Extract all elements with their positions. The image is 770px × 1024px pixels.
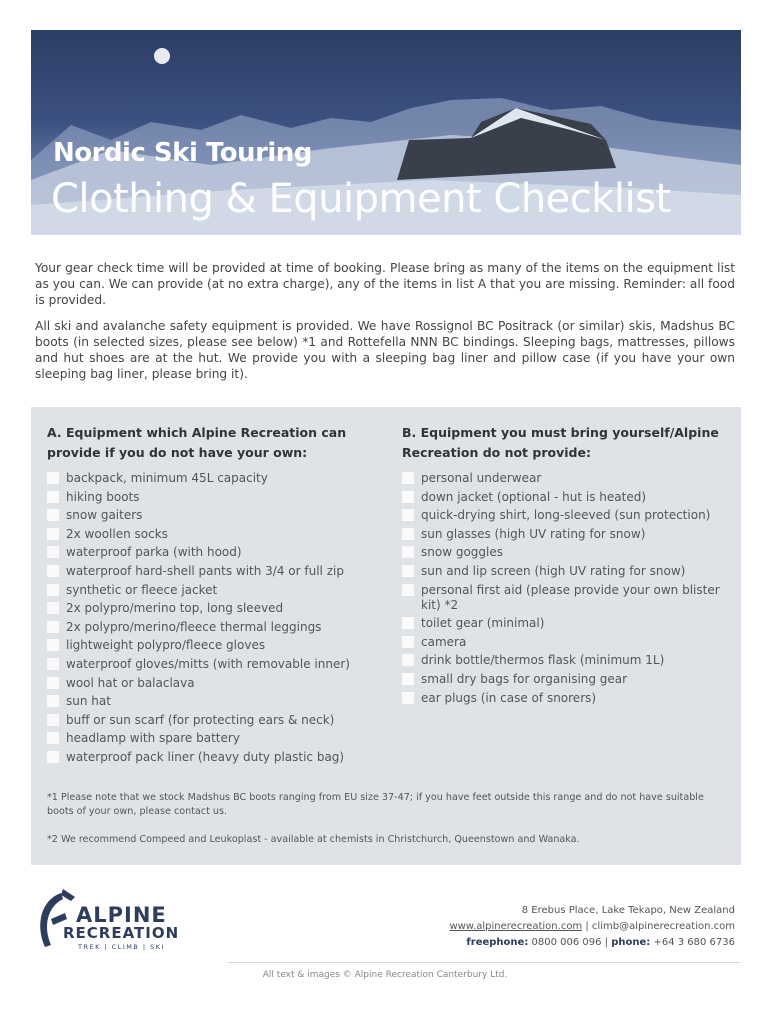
list-b [402, 423, 732, 709]
list-a-item [47, 638, 387, 653]
phone-line [449, 935, 735, 951]
list-a-item [47, 657, 387, 672]
list-a-item [47, 471, 387, 486]
checkbox[interactable] [47, 528, 59, 540]
email-link[interactable]: climb@alpinerecreation.com [591, 921, 735, 932]
list-a-item [47, 750, 387, 765]
logo-tagline: TREK | CLIMB | SKI [78, 943, 165, 951]
list-b-item-label: sun and lip screen (high UV rating for snow) [421, 563, 686, 578]
list-a-item-label: waterproof hard-shell pants with 3/4 or full zip [66, 563, 344, 578]
checkbox[interactable] [47, 714, 59, 726]
list-a-item [47, 694, 387, 709]
checkbox[interactable] [47, 491, 59, 503]
list-a-item-label: waterproof pack liner (heavy duty plastic bag) [66, 749, 345, 764]
list-a-item [47, 490, 387, 505]
list-b-item-label: down jacket (optional - hut is heated) [421, 489, 647, 504]
checkbox[interactable] [47, 509, 59, 521]
list-b-item [402, 672, 732, 687]
list-a-item-label: waterproof gloves/mitts (with removable inner) [66, 656, 350, 671]
website-link[interactable]: www.alpinerecreation.com [449, 921, 583, 932]
list-b-item-label: personal underwear [421, 471, 542, 485]
checkbox[interactable] [47, 677, 59, 689]
checkbox[interactable] [402, 617, 414, 629]
address: 8 Erebus Place, Lake Tekapo, New Zealand [521, 905, 735, 916]
list-b-heading: B. Equipment you must bring yourself/Alpine Recreation do not provide: [402, 425, 719, 460]
list-a-item [47, 676, 387, 691]
copyright: All text & images © Alpine Recreation Canterbury Ltd. [262, 970, 508, 980]
checkbox[interactable] [402, 528, 414, 540]
banner-title: Clothing & Equipment Checklist [51, 176, 671, 222]
footnotes [47, 791, 732, 861]
list-a-item-label: synthetic or fleece jacket [66, 582, 218, 597]
list-a-item [47, 545, 387, 560]
list-b-item [402, 635, 732, 650]
separator: | [582, 921, 592, 932]
list-b-item [402, 691, 732, 706]
list-b-item-label: small dry bags for organising gear [421, 671, 628, 686]
list-a-item [47, 508, 387, 523]
list-b-item [402, 653, 732, 668]
intro-text [35, 260, 735, 391]
checkbox[interactable] [402, 654, 414, 666]
web-email-line [449, 919, 735, 935]
logo-line-2: RECREATION [63, 924, 180, 942]
list-a-items [47, 471, 387, 765]
list-b-item-label: personal first aid (please provide your own blister kit) *2 [421, 582, 720, 612]
list-b-item [402, 583, 732, 613]
checkbox[interactable] [47, 621, 59, 633]
moon-icon [154, 48, 170, 64]
checkbox[interactable] [402, 546, 414, 558]
checkbox[interactable] [47, 751, 59, 763]
list-b-item-label: ear plugs (in case of snorers) [421, 690, 597, 705]
checkbox[interactable] [47, 472, 59, 484]
intro-paragraph-2: All ski and avalanche safety equipment is provided. We have Rossignol BC Positrack (or similar) skis, Madshus BC boots (in selected sizes, please see below) *1 and Rottefella NNN BC bindings. Sleeping bags, mattresses, pillows and hut shoes are at the hut. We provide you with a sleeping bag liner and pillow case (if you have your own sleeping bag liner, please bring it). [35, 318, 735, 382]
list-b-item-label: camera [421, 634, 467, 649]
list-a-item-label: snow gaiters [66, 508, 143, 523]
intro-paragraph-1: Your gear check time will be provided at time of booking. Please bring as many of the items on the equipment list as you can. We can provide (at no extra charge), any of the items in list A that you are missing. Reminder: all food is provided. [35, 261, 735, 308]
list-b-item [402, 527, 732, 542]
checkbox[interactable] [47, 658, 59, 670]
list-b-item-label: quick-drying shirt, long-sleeved (sun protection) [421, 508, 711, 523]
checkbox[interactable] [47, 602, 59, 614]
phone-number: +64 3 680 6736 [650, 937, 735, 948]
list-b-item [402, 545, 732, 560]
checkbox[interactable] [47, 639, 59, 651]
list-b-item-label: drink bottle/thermos flask (minimum 1L) [421, 653, 665, 668]
list-a-item [47, 601, 387, 616]
list-a-item [47, 713, 387, 728]
alpine-recreation-logo [31, 882, 221, 957]
list-a-item [47, 583, 387, 598]
footnote-1: *1 Please note that we stock Madshus BC boots ranging from EU size 37-47; if you have feet outside this range and do not have suitable boots of your own, please contact us. [47, 792, 704, 817]
list-a-item-label: 2x woollen socks [66, 526, 168, 541]
checkbox[interactable] [402, 509, 414, 521]
checklist-panel [31, 407, 741, 865]
list-a-item-label: 2x polypro/merino top, long sleeved [66, 601, 284, 616]
list-b-item [402, 564, 732, 579]
checkbox[interactable] [402, 472, 414, 484]
list-a-item-label: hiking boots [66, 489, 140, 504]
phone-label: phone: [611, 937, 651, 948]
list-a-item-label: headlamp with spare battery [66, 731, 240, 746]
list-b-item-label: toilet gear (minimal) [421, 616, 545, 631]
list-a-item-label: 2x polypro/merino/fleece thermal leggings [66, 619, 322, 634]
ice-axe-icon [31, 885, 76, 955]
header-banner [31, 30, 741, 235]
checkbox[interactable] [47, 584, 59, 596]
list-a-item-label: waterproof parka (with hood) [66, 545, 242, 560]
list-a-item-label: lightweight polypro/fleece gloves [66, 638, 266, 653]
checkbox[interactable] [402, 491, 414, 503]
list-a-item [47, 564, 387, 579]
list-a-item-label: buff or sun scarf (for protecting ears & neck) [66, 712, 335, 727]
freephone-label: freephone: [466, 937, 529, 948]
footer-divider [228, 962, 740, 963]
list-a [47, 423, 387, 769]
banner-subtitle: Nordic Ski Touring [53, 138, 312, 168]
list-b-item [402, 471, 732, 486]
contact-block [449, 903, 735, 951]
checkbox[interactable] [47, 546, 59, 558]
checkbox[interactable] [47, 565, 59, 577]
checkbox[interactable] [47, 732, 59, 744]
list-a-item [47, 620, 387, 635]
logo-line-1: ALPINE [76, 903, 167, 927]
list-a-item [47, 527, 387, 542]
list-b-items [402, 471, 732, 706]
list-a-item-label: wool hat or balaclava [66, 675, 195, 690]
checkbox[interactable] [402, 673, 414, 685]
list-b-item [402, 490, 732, 505]
checkbox[interactable] [402, 565, 414, 577]
list-a-item-label: sun hat [66, 694, 111, 709]
checkbox[interactable] [47, 695, 59, 707]
list-b-item-label: snow goggles [421, 545, 503, 560]
checkbox[interactable] [402, 692, 414, 704]
list-a-item-label: backpack, minimum 45L capacity [66, 471, 268, 485]
list-a-item [47, 731, 387, 746]
list-b-item-label: sun glasses (high UV rating for snow) [421, 526, 646, 541]
checkbox[interactable] [402, 636, 414, 648]
footnote-2: *2 We recommend Compeed and Leukoplast - available at chemists in Christchurch, Queenstown and Wanaka. [47, 834, 580, 845]
list-a-heading: A. Equipment which Alpine Recreation can provide if you do not have your own: [47, 425, 347, 460]
list-b-item [402, 616, 732, 631]
checkbox[interactable] [402, 584, 414, 596]
freephone-number: 0800 006 096 | [528, 937, 612, 948]
list-b-item [402, 508, 732, 523]
